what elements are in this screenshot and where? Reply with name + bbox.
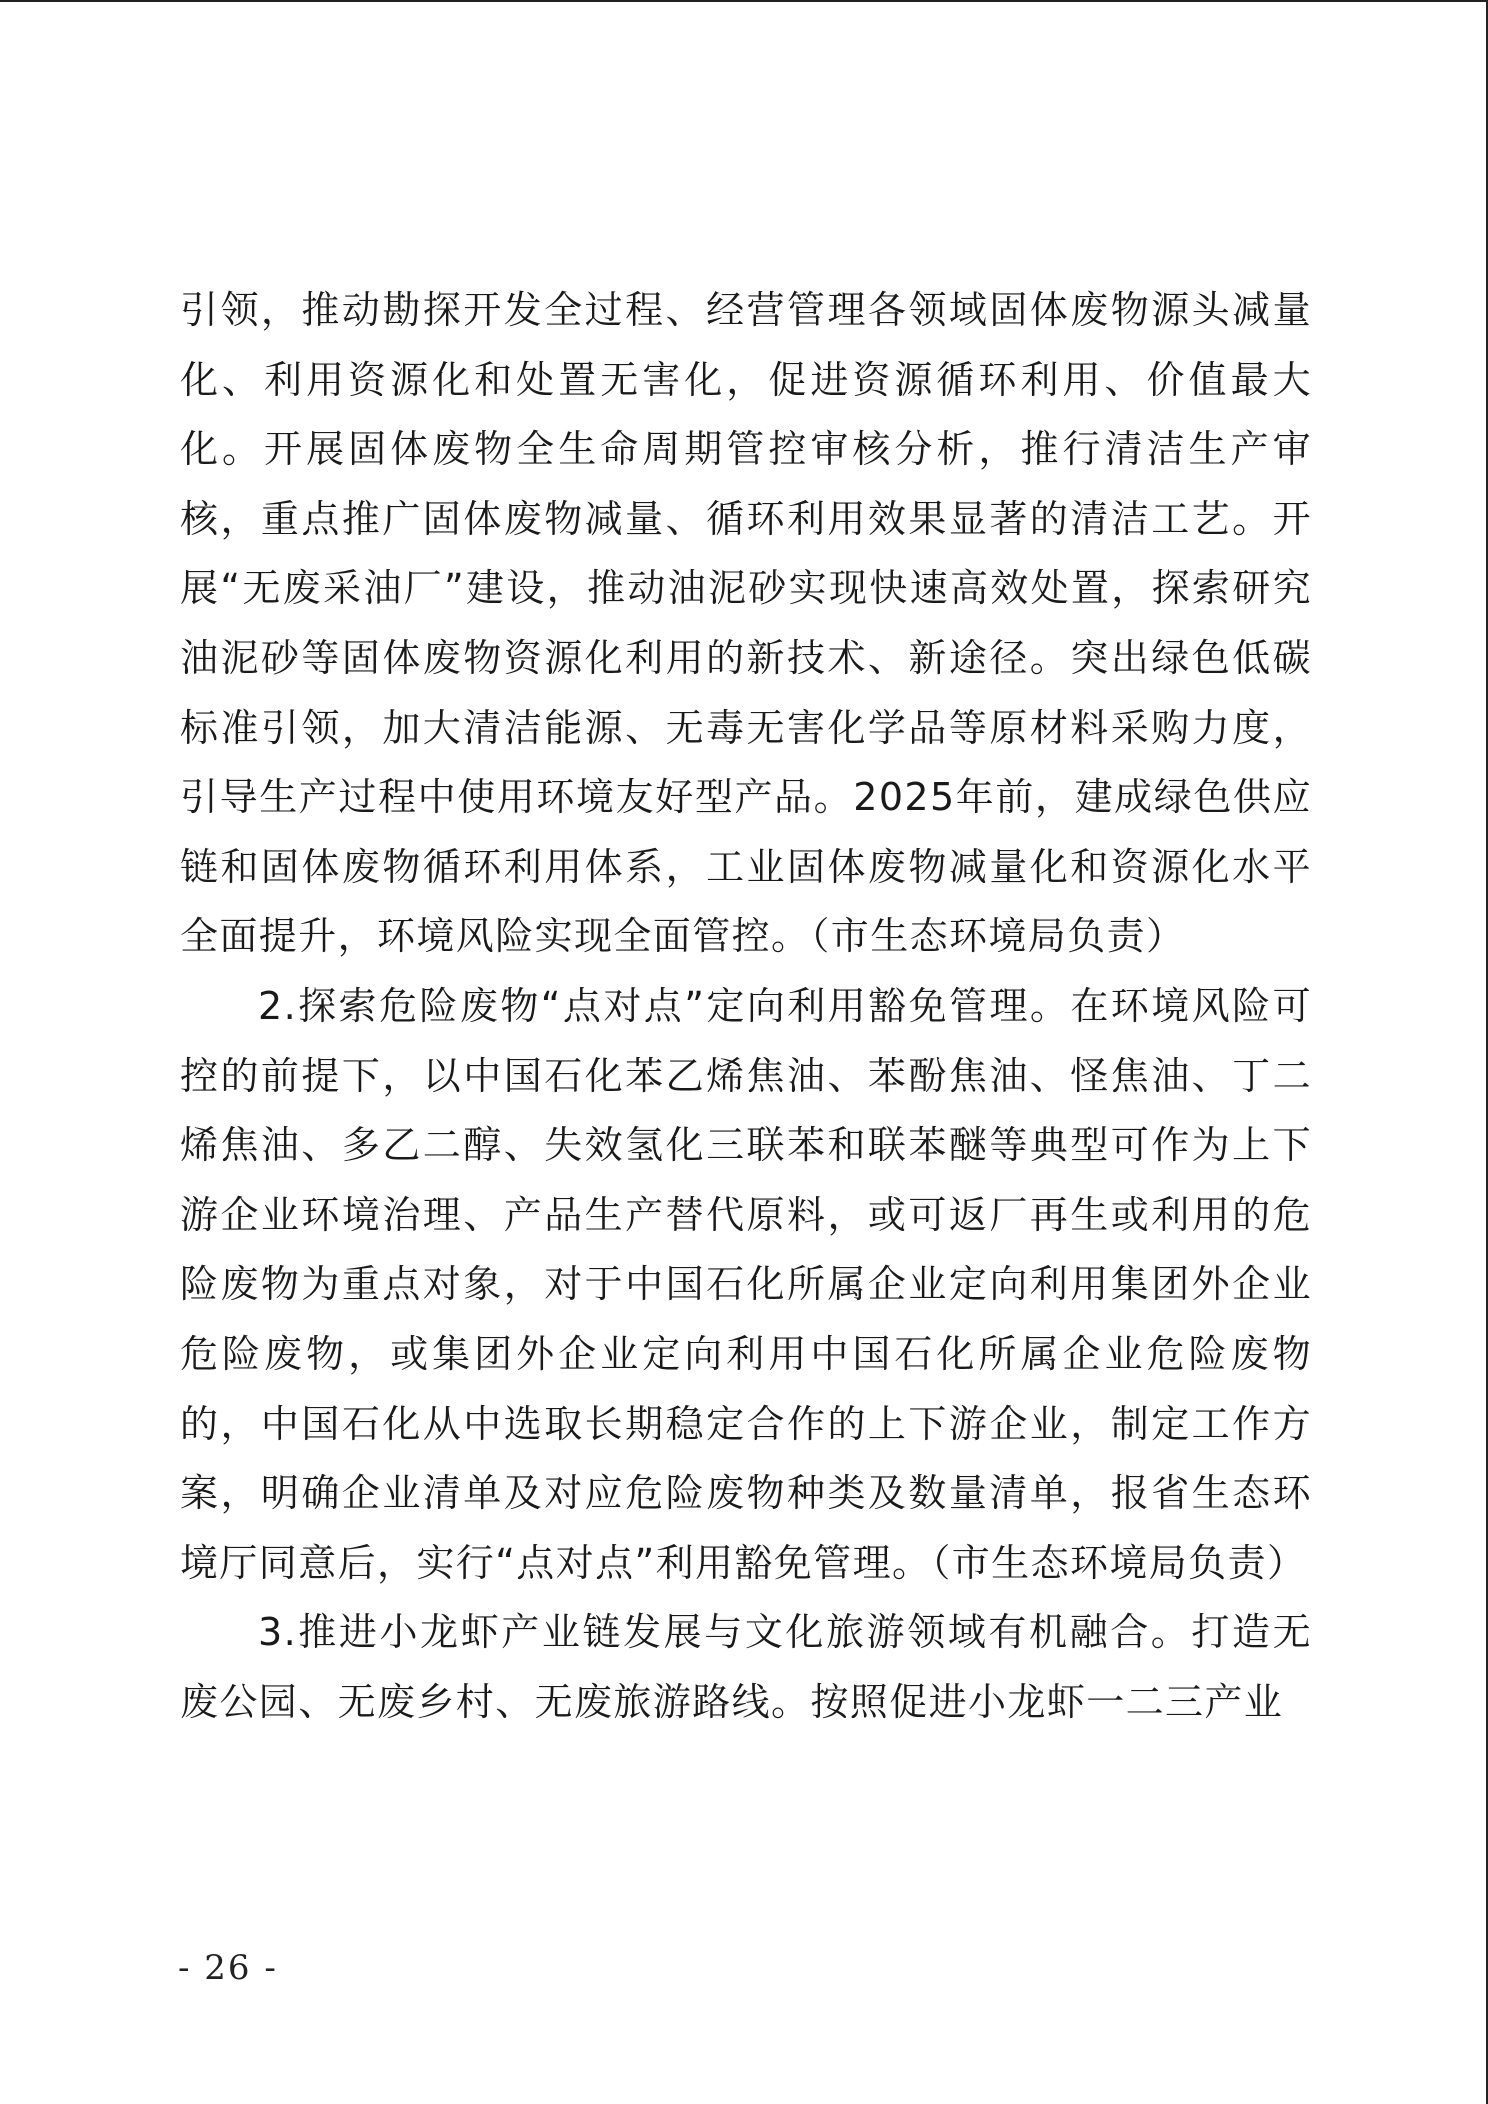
paragraph-1: 引领，推动勘探开发全过程、经营管理各领域固体废物源头减量化、利用资源化和处置无害化，促进资源循环利用、价值最大化。开展固体废物全生命周期管控审核分析，推行清洁生产审核，重点推广固体废物减量、循环利用效果显著的清洁工艺。开展“无废采油厂”建设，推动油泥砂实现快速高效处置，探索研究油泥砂等固体废物资源化利用的新技术、新途径。突出绿色低碳标准引领，加大清洁能源、无毒无害化学品等原材料采购力度，引导生产过程中使用环境友好型产品。2025年前，建成绿色供应链和固体废物循环利用体系，工业固体废物减量化和资源化水平全面提升，环境风险实现全面管控。（市生态环境局负责） [180,288,1312,959]
paragraph-3: 3.推进小龙虾产业链发展与文化旅游领域有机融合。打造无废公园、无废乡村、无废旅游路线。按照促进小龙虾一二三产业 [180,1610,1312,1724]
top-border-line [0,0,1488,2]
paragraph-2: 2.探索危险废物“点对点”定向利用豁免管理。在环境风险可控的前提下，以中国石化苯乙烯焦油、苯酚焦油、怪焦油、丁二烯焦油、多乙二醇、失效氢化三联苯和联苯醚等典型可作为上下游企业环境治理、产品生产替代原料，或可返厂再生或利用的危险废物为重点对象，对于中国石化所属企业定向利用集团外企业危险废物，或集团外企业定向利用中国石化所属企业危险废物的，中国石化从中选取长期稳定合作的上下游企业，制定工作方案，明确企业清单及对应危险废物种类及数量清单，报省生态环境厅同意后，实行“点对点”利用豁免管理。（市生态环境局负责） [180,983,1312,1585]
page-number: - 26 - [178,1948,278,1988]
document-body [180,276,1312,1737]
